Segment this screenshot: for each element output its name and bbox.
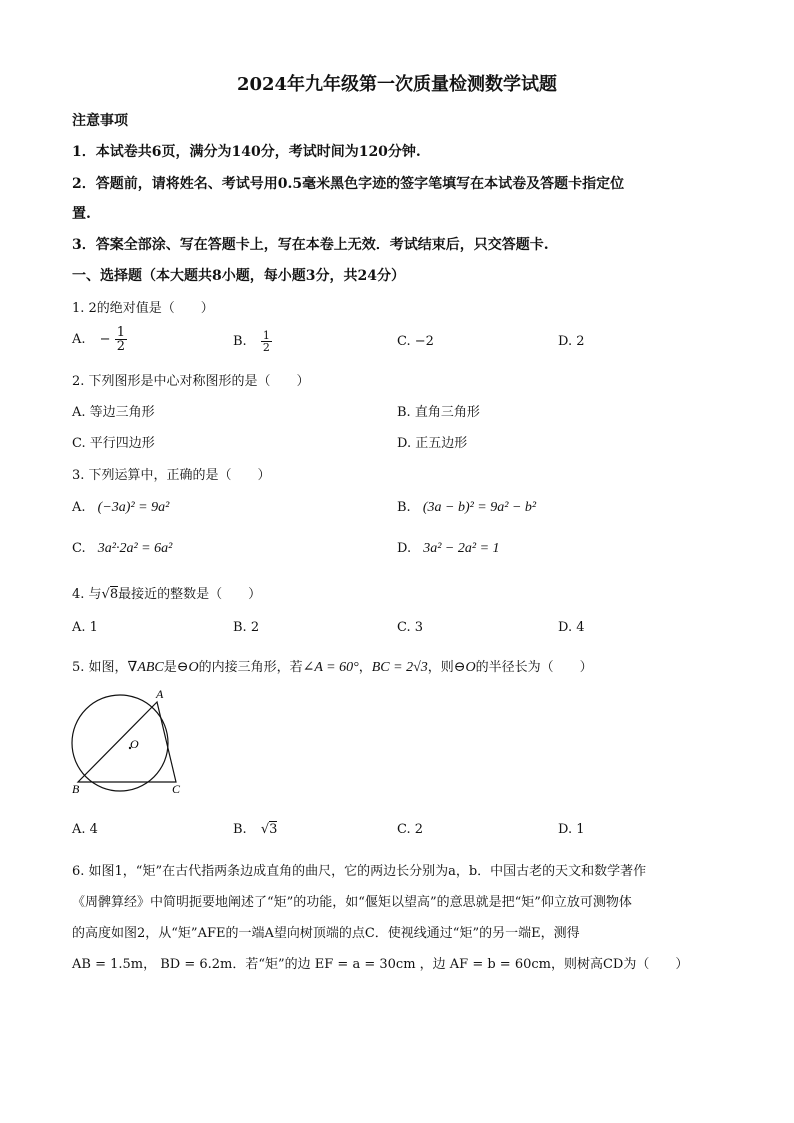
q1-a-fraction (115, 326, 127, 353)
q6-line-1: 6. 如图1，“矩”在古代指两条边成直角的曲尺，它的两边长分别为a，b．中国古老的天文和数学著作 (72, 864, 647, 879)
q3-a-label: A. (72, 500, 86, 515)
notice-item-1: 1．本试卷共6页，满分为140分，考试时间为120分钟. (72, 144, 421, 160)
circumcircle (72, 695, 168, 791)
q5-p2: 是 (163, 660, 177, 675)
q1-option-a (72, 326, 127, 353)
q6-line-4: AB = 1.5m， BD = 6.2m．若“矩”的边 EF = a = 30cm ，边 AF = b = 60cm，则树高CD为（ ） (72, 957, 689, 972)
q5-triangle: ∇ABC (127, 660, 164, 675)
q2-option-a: A. 等边三角形 (72, 405, 155, 420)
q2-option-c: C. 平行四边形 (72, 436, 155, 451)
q5-angle: ∠A = 60° (302, 660, 359, 675)
q3-option-d (397, 541, 500, 557)
q1-option-c: C. −2 (397, 334, 434, 349)
q5-p6: 的半径长为（ ） (475, 660, 593, 675)
q4-stem-post: 最接近的整数是（ ） (118, 587, 262, 602)
q3-b-expr: (3a − b)² = 9a² − b² (422, 500, 537, 515)
q3-stem: 3. 下列运算中，正确的是（ ） (72, 468, 271, 483)
q2-stem: 2. 下列图形是中心对称图形的是（ ） (72, 374, 310, 389)
q5-figure (64, 686, 194, 798)
q5-bc: BC = 2√3 (371, 660, 428, 675)
q3-d-label: D. (397, 541, 412, 556)
q4-stem-pre: 4. 与 (72, 587, 102, 602)
q3-d-expr: 3a² − 2a² = 1 (423, 541, 500, 556)
q5-p1: 5. 如图， (72, 660, 128, 675)
q5-circle-1: ⊖O (176, 660, 199, 675)
q1-stem: 1. 2的绝对值是（ ） (72, 301, 214, 316)
q4-option-d: D. 4 (558, 620, 585, 635)
q1-option-d: D. 2 (558, 334, 585, 349)
q4-option-c: C. 3 (397, 620, 424, 635)
q1-b-fraction (261, 330, 272, 353)
q1-b-num: 1 (262, 329, 270, 342)
label-o: O (130, 737, 139, 751)
q1-option-b (233, 330, 272, 353)
q5-b-label: B. (233, 822, 247, 837)
triangle-abc (78, 702, 176, 782)
q5-p3: 的内接三角形，若 (198, 660, 303, 675)
q5-b-radical: 3 (269, 822, 278, 837)
q5-stem (72, 656, 593, 676)
label-a: A (156, 687, 164, 701)
notice-heading: 注意事项 (72, 113, 128, 129)
q1-b-label: B. (233, 334, 247, 349)
sqrt-icon: √ (101, 587, 110, 602)
notice-item-2-cont: 置. (72, 206, 91, 222)
q5-option-b (233, 822, 277, 837)
q2-option-b: B. 直角三角形 (397, 405, 480, 420)
sqrt-icon: √ (260, 822, 270, 837)
q6-line-2: 《周髀算经》中简明扼要地阐述了“矩”的功能，如“偃矩以望高”的意思就是把“矩”仰立放可测物体 (72, 895, 632, 910)
q4-option-b: B. 2 (233, 620, 260, 635)
q1-a-num: 1 (116, 325, 125, 340)
q3-b-label: B. (397, 500, 411, 515)
q1-b-den: 2 (262, 341, 270, 354)
q5-option-a: A. 4 (72, 822, 98, 837)
q5-option-d: D. 1 (558, 822, 585, 837)
q1-a-sign: − (99, 332, 111, 347)
notice-item-2: 2．答题前，请将姓名、考试号用0.5毫米黑色字迹的签字笔填写在本试卷及答题卡指定位 (72, 176, 625, 192)
q5-p4: ， (358, 660, 372, 675)
q3-c-expr: 3a²·2a² = 6a² (97, 541, 173, 556)
q2-option-d: D. 正五边形 (397, 436, 468, 451)
q5-p5: ，则 (427, 660, 454, 675)
q3-option-a (72, 500, 169, 516)
q4-option-a: A. 1 (72, 620, 98, 635)
label-b: B (72, 782, 80, 796)
q3-a-expr: (−3a)² = 9a² (97, 500, 170, 515)
q6-line-3: 的高度如图2，从“矩”AFE的一端A望向树顶端的点C．使视线通过“矩”的另一端E，测得 (72, 926, 580, 941)
section-heading: 一、选择题（本大题共8小题，每小题3分，共24分） (72, 268, 405, 284)
q3-option-c (72, 541, 172, 557)
notice-item-3: 3．答案全部涂、写在答题卡上，写在本卷上无效．考试结束后，只交答题卡. (72, 237, 549, 253)
q3-option-b (397, 500, 536, 516)
q3-c-label: C. (72, 541, 86, 556)
q1-a-label: A. (72, 332, 86, 347)
q5-circle-2: ⊖O (453, 660, 476, 675)
q5-option-c: C. 2 (397, 822, 424, 837)
q4-stem (72, 583, 261, 602)
q4-radical: 8 (109, 587, 119, 602)
q1-a-den: 2 (116, 339, 125, 354)
label-c: C (172, 782, 181, 796)
exam-title: 2024年九年级第一次质量检测数学试题 (236, 74, 558, 95)
